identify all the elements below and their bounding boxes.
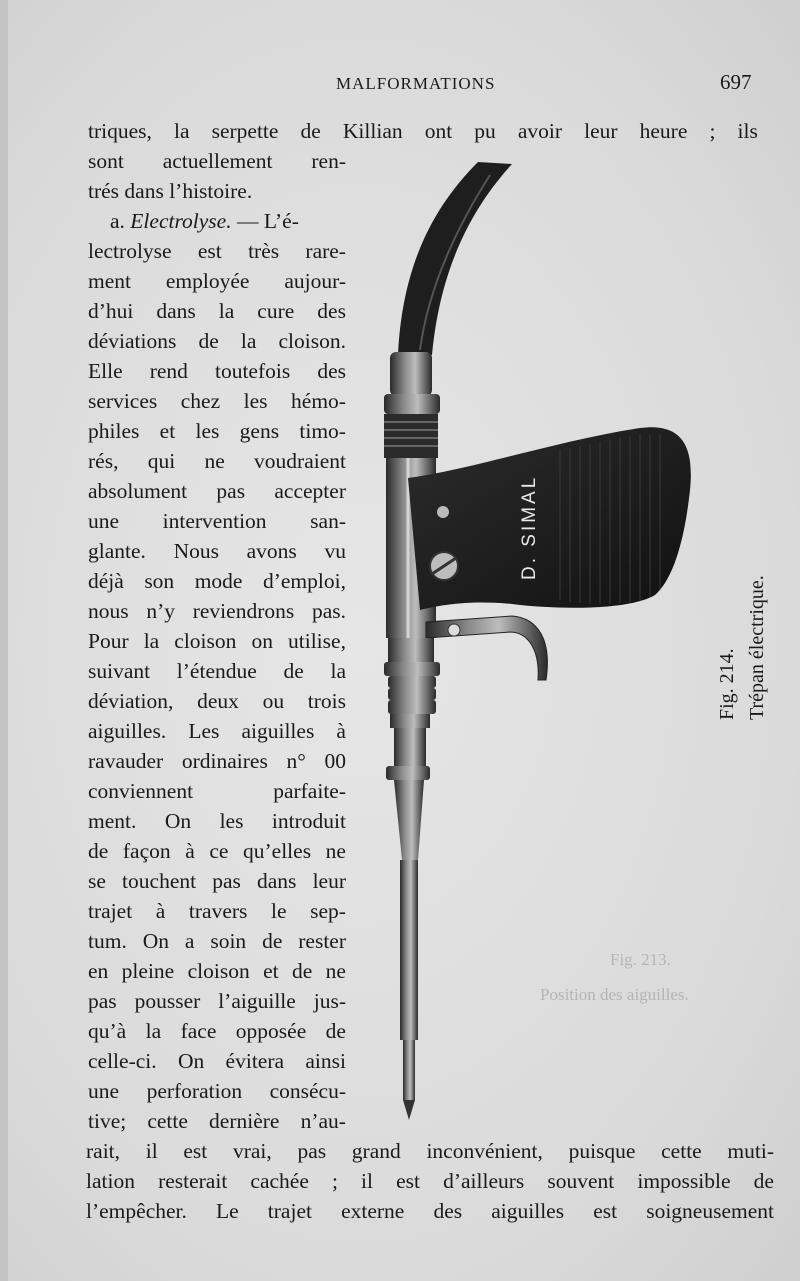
word: d’hui	[88, 299, 134, 323]
text-line	[88, 1046, 346, 1076]
text-line	[88, 476, 346, 506]
word: les	[195, 419, 220, 443]
word: leur	[584, 119, 618, 143]
word: rait,	[86, 1139, 121, 1163]
word: ment	[88, 269, 131, 293]
text-line	[88, 536, 346, 566]
word: 00	[324, 749, 346, 773]
word: cloison	[187, 959, 250, 983]
word: On	[177, 1049, 205, 1073]
word: l’étendue	[176, 659, 257, 683]
word: il	[361, 1169, 373, 1193]
text-line	[88, 386, 346, 416]
word: la	[173, 119, 190, 143]
word: mode	[194, 569, 243, 593]
word: a	[184, 929, 195, 953]
word: qu’elles	[243, 839, 312, 863]
word: aujour-	[284, 269, 346, 293]
running-head: MALFORMATIONS	[336, 74, 496, 93]
figure-number: Fig. 214.	[716, 648, 738, 720]
word: pu	[474, 119, 496, 143]
word: rés,	[88, 449, 119, 473]
maker-mark: D. SIMAL	[519, 474, 540, 580]
text-line	[88, 866, 346, 896]
text-line	[88, 116, 758, 146]
word: Killian	[342, 119, 403, 143]
word: de	[300, 119, 321, 143]
word: On	[142, 929, 169, 953]
text-line	[88, 746, 346, 776]
word: absolument	[88, 479, 188, 503]
word: déviation,	[88, 689, 174, 713]
word: avoir	[517, 119, 563, 143]
word: n’au-	[300, 1109, 346, 1133]
text-line	[86, 1136, 774, 1166]
word: qui	[147, 449, 176, 473]
text-line	[88, 356, 346, 386]
word: gens	[239, 419, 280, 443]
word: le	[271, 899, 287, 923]
word: puisque	[568, 1139, 636, 1163]
word: les	[243, 389, 268, 413]
text-line	[88, 776, 346, 806]
text-line	[88, 836, 346, 866]
trigger	[426, 616, 547, 680]
word: dans	[156, 299, 196, 323]
word: et	[263, 959, 279, 983]
word: touchent	[122, 869, 197, 893]
word: est	[183, 1139, 208, 1163]
text-line	[88, 986, 346, 1016]
text-line	[88, 656, 346, 686]
paragraph-marker: a. Electrolyse. — L’é-	[110, 209, 299, 233]
text-line: trés dans l’histoire.	[88, 179, 253, 203]
word: est	[593, 1199, 618, 1223]
word: rend	[149, 359, 188, 383]
word: d’ailleurs	[443, 1169, 525, 1193]
word: ;	[331, 1169, 338, 1193]
word: vrai,	[232, 1139, 272, 1163]
word: impossible	[637, 1169, 731, 1193]
word: ordinaires	[181, 749, 268, 773]
word: Nous	[173, 539, 219, 563]
word: ou	[262, 689, 285, 713]
word: déjà	[88, 569, 124, 593]
text-line	[88, 926, 346, 956]
word: hémo-	[291, 389, 346, 413]
text-line	[88, 446, 346, 476]
word: ravauder	[88, 749, 164, 773]
word: ont	[424, 119, 453, 143]
word: la	[143, 629, 160, 653]
text-line	[88, 416, 346, 446]
word: utilise,	[288, 629, 346, 653]
word: actuellement	[162, 149, 273, 173]
word: sep-	[310, 899, 346, 923]
word: ils	[737, 119, 758, 143]
text-line	[88, 596, 346, 626]
text-line	[88, 506, 346, 536]
word: ren-	[311, 149, 346, 173]
word: san-	[310, 509, 346, 533]
word: tum.	[88, 929, 127, 953]
word: il	[145, 1139, 158, 1163]
word: la	[145, 1019, 162, 1043]
word: tive;	[88, 1109, 127, 1133]
word: trajet	[88, 899, 133, 923]
word: parfaite-	[273, 779, 346, 803]
bleed-through-figure-number: Fig. 213.	[610, 950, 671, 969]
text-line	[86, 1196, 774, 1226]
word: on	[251, 629, 273, 653]
word: qu’à	[88, 1019, 127, 1043]
word: pas	[212, 869, 241, 893]
word: Elle	[88, 359, 123, 383]
text-line	[110, 206, 346, 236]
word: n°	[286, 749, 306, 773]
word: souvent	[547, 1169, 615, 1193]
word: de	[325, 1019, 346, 1043]
word: cachée	[250, 1169, 309, 1193]
word: soigneusement	[646, 1199, 774, 1223]
text-line	[88, 326, 346, 356]
pistol-grip	[408, 427, 691, 610]
word: perforation	[146, 1079, 243, 1103]
trephine-shaft	[394, 780, 424, 860]
word: la	[330, 659, 346, 683]
word: ainsi	[305, 1049, 346, 1073]
word: de	[753, 1169, 774, 1193]
text-line	[88, 806, 346, 836]
power-cable	[398, 162, 512, 355]
word: cloison.	[278, 329, 346, 353]
word: deux	[197, 689, 239, 713]
word: l’aiguille	[218, 989, 296, 1013]
word: jus-	[313, 989, 346, 1013]
word: cette	[661, 1139, 702, 1163]
word: ne	[325, 839, 346, 863]
word: aiguilles	[241, 719, 315, 743]
word: pas.	[311, 599, 346, 623]
word: intervention	[162, 509, 267, 533]
word: est	[197, 239, 222, 263]
word: consécu-	[269, 1079, 346, 1103]
word: des	[317, 299, 346, 323]
word: cette	[147, 1109, 188, 1133]
word: Les	[188, 719, 220, 743]
word: soin	[210, 929, 247, 953]
word: cure	[257, 299, 295, 323]
text-line	[88, 1076, 346, 1106]
word: la	[240, 329, 257, 353]
word: en	[88, 959, 109, 983]
word: ce	[209, 839, 229, 863]
word: à	[185, 839, 195, 863]
text-line	[86, 1166, 774, 1196]
text-line	[88, 626, 346, 656]
word: d’emploi,	[262, 569, 346, 593]
figure-title: Trépan électrique.	[746, 575, 768, 720]
word: triques,	[88, 119, 152, 143]
word: une	[88, 1079, 120, 1103]
page-number: 697	[720, 70, 752, 94]
text-line	[88, 686, 346, 716]
word: reviendrons	[192, 599, 295, 623]
word: externe	[341, 1199, 405, 1223]
text-line	[88, 1106, 346, 1136]
word: de	[283, 659, 304, 683]
word: aiguilles	[491, 1199, 565, 1223]
word: aiguilles.	[88, 719, 167, 743]
word: serpette	[211, 119, 279, 143]
word: à	[336, 719, 346, 743]
word: rare-	[305, 239, 346, 263]
word: des	[317, 359, 346, 383]
word: services	[88, 389, 158, 413]
word: pas	[216, 479, 246, 503]
word: nous	[88, 599, 129, 623]
text-line	[88, 146, 346, 176]
word: cloison	[174, 629, 237, 653]
word: toutefois	[214, 359, 291, 383]
word: lation	[86, 1169, 135, 1193]
word: son	[144, 569, 175, 593]
word: ;	[709, 119, 716, 143]
word: très	[248, 239, 280, 263]
word: dans	[257, 869, 297, 893]
word: de	[198, 329, 219, 353]
word: de	[262, 929, 283, 953]
word: l’empêcher.	[86, 1199, 187, 1223]
word: de	[88, 839, 109, 863]
word: se	[88, 869, 106, 893]
word: la	[218, 299, 235, 323]
word: grand	[351, 1139, 401, 1163]
word: opposée	[235, 1019, 307, 1043]
bleed-through-caption: Position des aiguilles.	[540, 985, 689, 1004]
word: glante.	[88, 539, 146, 563]
word: lectrolyse	[88, 239, 172, 263]
text-line	[88, 266, 346, 296]
word: ment.	[88, 809, 137, 833]
word: trajet	[267, 1199, 312, 1223]
word: ne	[325, 959, 346, 983]
word: sont	[88, 149, 124, 173]
word: Pour	[88, 629, 129, 653]
figure-caption	[712, 575, 772, 720]
word: façon	[122, 839, 171, 863]
word: travers	[188, 899, 248, 923]
word: timo-	[299, 419, 346, 443]
word: n’y	[146, 599, 176, 623]
word: est	[396, 1169, 420, 1193]
word: leur	[312, 869, 346, 893]
word: face	[180, 1019, 217, 1043]
word: voudraient	[254, 449, 346, 473]
word: accepter	[274, 479, 346, 503]
word: On	[164, 809, 192, 833]
word: employée	[165, 269, 250, 293]
text-line	[88, 296, 346, 326]
word: chez	[180, 389, 221, 413]
word: vu	[324, 539, 346, 563]
word: les	[219, 809, 244, 833]
word: Le	[216, 1199, 239, 1223]
word: inconvénient,	[426, 1139, 543, 1163]
word: rester	[298, 929, 346, 953]
word: dernière	[209, 1109, 280, 1133]
word: muti-	[727, 1139, 774, 1163]
word: ne	[204, 449, 225, 473]
text-line	[88, 236, 346, 266]
word: pleine	[121, 959, 175, 983]
word: une	[88, 509, 120, 533]
word: à	[155, 899, 166, 923]
word: introduit	[271, 809, 346, 833]
word: resterait	[158, 1169, 228, 1193]
word: pousser	[134, 989, 201, 1013]
text-line	[88, 716, 346, 746]
word: trois	[307, 689, 346, 713]
word: de	[291, 959, 313, 983]
text-line	[88, 1016, 346, 1046]
word: et	[159, 419, 176, 443]
word: conviennent	[88, 779, 194, 803]
text-line	[88, 956, 346, 986]
text-line	[88, 566, 346, 596]
word: déviations	[88, 329, 177, 353]
word: suivant	[88, 659, 151, 683]
word: philes	[88, 419, 140, 443]
word: évitera	[225, 1049, 285, 1073]
text-line	[88, 896, 346, 926]
word: pas	[88, 989, 117, 1013]
word: heure	[639, 119, 688, 143]
word: des	[433, 1199, 463, 1223]
word: pas	[297, 1139, 327, 1163]
word: celle-ci.	[88, 1049, 157, 1073]
word: avons	[246, 539, 297, 563]
